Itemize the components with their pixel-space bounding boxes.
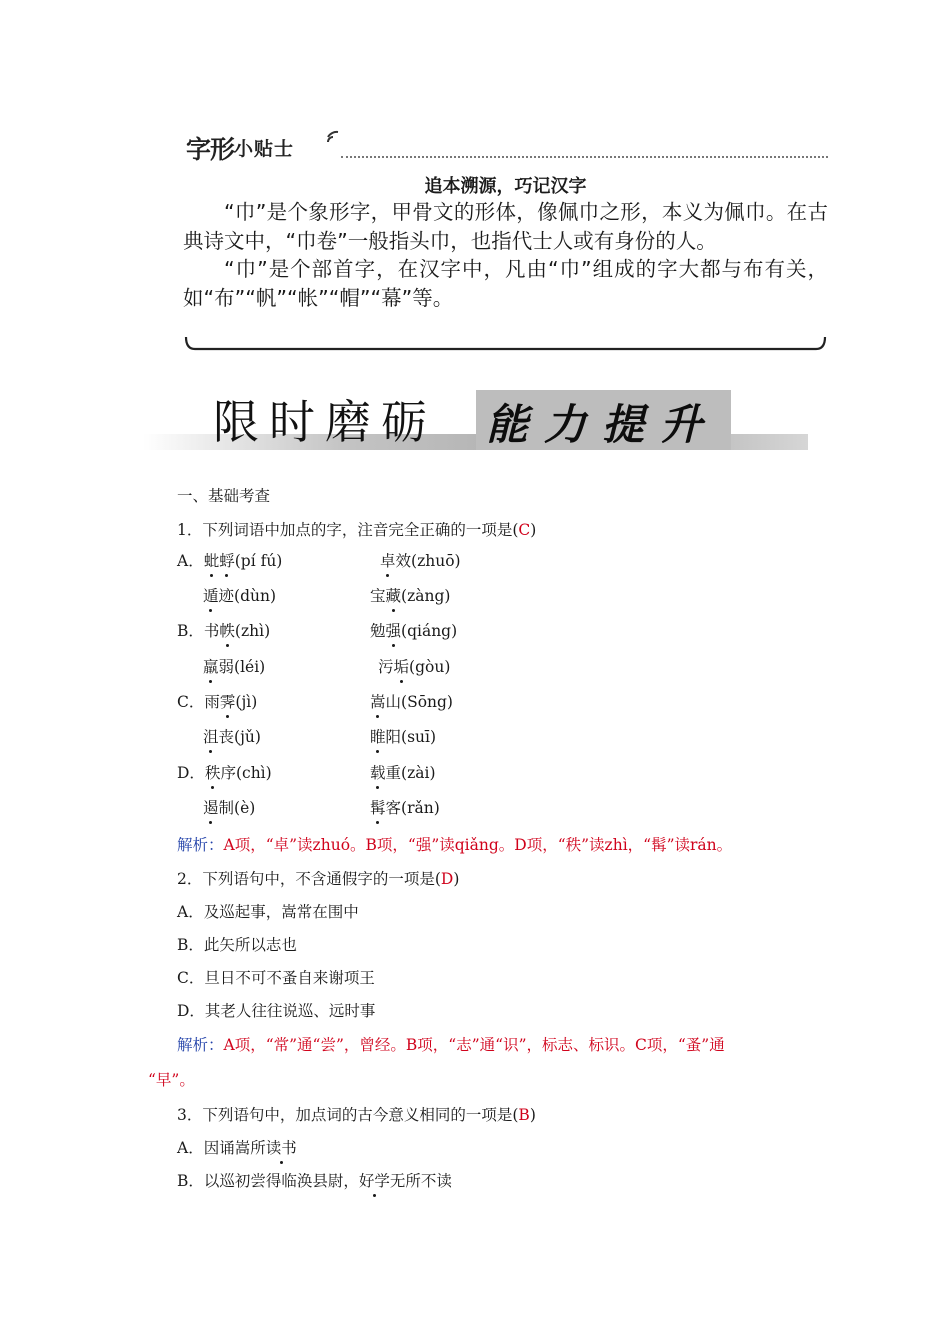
plain-char: 勉 xyxy=(370,622,386,640)
tip-paragraph-2: “巾”是个部首字，在汉字中，凡由“巾”组成的字大都与布有关，如“布”“帆”“帐”“帽”“幕”等。 xyxy=(183,257,828,310)
dotted-char: 遁 xyxy=(203,584,219,606)
pinyin: (chì) xyxy=(235,764,272,782)
question-1-stem xyxy=(177,518,536,540)
dotted-char: 髯 xyxy=(370,796,386,818)
q1-option-c-2 xyxy=(370,690,453,712)
option-label: B． xyxy=(177,622,204,640)
dotted-char: 嵩 xyxy=(370,690,386,712)
q1-option-b-4 xyxy=(378,655,450,677)
pinyin: (zhuō) xyxy=(411,552,461,570)
tip-bracket-line xyxy=(183,334,828,352)
q1-analysis xyxy=(177,833,732,855)
pinyin: (pí fú) xyxy=(234,552,283,570)
q2-option-c: C．旦日不可不蚤自来谢项王 xyxy=(177,969,375,987)
q3-option-a xyxy=(177,1136,297,1158)
pinyin: (jì) xyxy=(235,693,258,711)
question-2-text: 2．下列语句中，不含通假字的一项是( xyxy=(177,870,441,888)
q2-option-b: B．此矢所以志也 xyxy=(177,936,297,954)
dotted-char: 垢 xyxy=(394,655,410,677)
plain-char: 迹 xyxy=(218,587,235,605)
pinyin: (jǔ) xyxy=(234,728,261,746)
question-1-answer: C xyxy=(518,521,531,539)
question-1-text: 1．下列词语中加点的字，注音完全正确的一项是( xyxy=(177,521,519,539)
tip-body xyxy=(183,198,828,312)
pinyin: (rǎn) xyxy=(401,799,440,817)
option-label: A． xyxy=(177,552,204,570)
plain-char: 书 xyxy=(203,622,220,640)
q2-option-a: A．及巡起事，嵩常在围中 xyxy=(177,903,359,921)
dotted-char: 蜉 xyxy=(219,549,235,571)
question-2-close: ) xyxy=(453,870,460,888)
plain-char: 宝 xyxy=(370,587,386,605)
dotted-char: 羸 xyxy=(203,655,219,677)
dotted-char: 载 xyxy=(370,761,386,783)
pinyin: (zàng) xyxy=(401,587,451,605)
q1-option-a-3 xyxy=(203,584,276,606)
q1-option-b-3 xyxy=(203,655,265,677)
q1-option-b-1 xyxy=(177,619,270,641)
dotted-char: 藏 xyxy=(386,584,402,606)
q1-option-b-2 xyxy=(370,619,457,641)
question-2-answer: D xyxy=(440,870,454,888)
tip-header xyxy=(183,128,828,164)
analysis-label: 解析： xyxy=(177,836,224,854)
dotted-word: 好学 xyxy=(359,1169,390,1191)
analysis-text: A项，“卓”读zhuó。B项，“强”读qiǎng。D项，“秩”读zhì，“髯”读rán。 xyxy=(223,836,733,854)
dotted-char: 沮 xyxy=(203,725,219,747)
option-text: A．因诵嵩所 xyxy=(177,1139,266,1157)
q1-option-c-3 xyxy=(203,725,261,747)
pinyin: (dùn) xyxy=(234,587,277,605)
q1-option-d-1 xyxy=(177,761,272,783)
dotted-char: 强 xyxy=(386,619,402,641)
tip-paragraph-1: “巾”是个象形字，甲骨文的形体，像佩巾之形，本义为佩巾。在古典诗文中，“巾卷”一般指头巾，也指代士人或有身份的人。 xyxy=(183,200,828,253)
q1-option-a-1 xyxy=(177,549,282,571)
question-3-answer: B xyxy=(518,1106,530,1124)
plain-char: 污 xyxy=(378,658,394,676)
banner-side-block xyxy=(476,390,731,450)
q1-option-d-3 xyxy=(203,796,255,818)
dotted-char: 帙 xyxy=(219,619,235,641)
q2-analysis-line-2: “早”。 xyxy=(148,1071,195,1089)
plain-char: 雨 xyxy=(204,693,220,711)
analysis-label: 解析： xyxy=(177,1036,224,1054)
pinyin: (Sōng) xyxy=(401,693,453,711)
tip-label-small: 小贴士 xyxy=(234,138,295,160)
question-3-close: ) xyxy=(529,1106,536,1124)
plain-char: 效 xyxy=(395,552,412,570)
plain-char: 丧 xyxy=(218,728,235,746)
question-1-close: ) xyxy=(530,521,537,539)
pinyin: (suī) xyxy=(401,728,437,746)
dotted-char: 卓 xyxy=(380,549,396,571)
pinyin: (léi) xyxy=(234,658,266,676)
option-text: B．以巡初尝得临涣县尉， xyxy=(177,1172,359,1190)
pinyin: (zài) xyxy=(401,764,436,782)
tip-box xyxy=(183,128,828,358)
pinyin: (è) xyxy=(234,799,256,817)
dotted-char: 睢 xyxy=(370,725,386,747)
dotted-char: 蚍 xyxy=(204,549,220,571)
q3-option-b xyxy=(177,1169,452,1191)
option-label: C． xyxy=(177,693,205,711)
question-2-stem xyxy=(177,867,459,889)
plain-char: 重 xyxy=(385,764,402,782)
section-heading: 一、基础考查 xyxy=(177,487,271,505)
option-label: D． xyxy=(177,764,205,782)
signal-waves-icon xyxy=(325,128,343,148)
q1-option-a-4 xyxy=(370,584,450,606)
q1-option-c-1 xyxy=(177,690,257,712)
banner-main-text: 限时磨砺 xyxy=(213,395,437,449)
plain-char: 阳 xyxy=(385,728,402,746)
dotted-char: 霁 xyxy=(220,690,236,712)
plain-char: 弱 xyxy=(218,658,235,676)
plain-char: 制 xyxy=(218,799,235,817)
dotted-char: 秩 xyxy=(205,761,221,783)
question-3-stem xyxy=(177,1103,536,1125)
banner-side-text: 能力提升 xyxy=(486,400,719,449)
q2-option-d: D．其老人往往说巡、远时事 xyxy=(177,1002,376,1020)
plain-char: 序 xyxy=(220,764,236,782)
section-banner xyxy=(143,380,808,454)
tip-label xyxy=(186,130,294,166)
q1-option-d-4 xyxy=(370,796,440,818)
plain-char: 山 xyxy=(385,693,402,711)
analysis-text-line-1: A项，“常”通“尝”，曾经。B项，“志”通“识”，标志、标识。C项，“蚤”通 xyxy=(223,1036,725,1054)
dotted-word: 读书 xyxy=(266,1136,297,1158)
tip-label-big: 字形 xyxy=(186,135,235,164)
pinyin: (zhì) xyxy=(234,622,271,640)
dotted-char: 遏 xyxy=(203,796,219,818)
pinyin: (gòu) xyxy=(409,658,451,676)
q1-option-d-2 xyxy=(370,761,436,783)
q1-option-c-4 xyxy=(370,725,436,747)
question-3-text: 3．下列语句中，加点词的古今意义相同的一项是( xyxy=(177,1106,519,1124)
plain-char: 客 xyxy=(385,799,402,817)
option-text: 无所不读 xyxy=(389,1172,452,1190)
q2-analysis xyxy=(177,1033,725,1055)
tip-title: 追本溯源，巧记汉字 xyxy=(424,176,587,197)
q1-option-a-2 xyxy=(380,549,461,571)
pinyin: (qiáng) xyxy=(401,622,458,640)
tip-dotted-rule xyxy=(341,156,828,158)
